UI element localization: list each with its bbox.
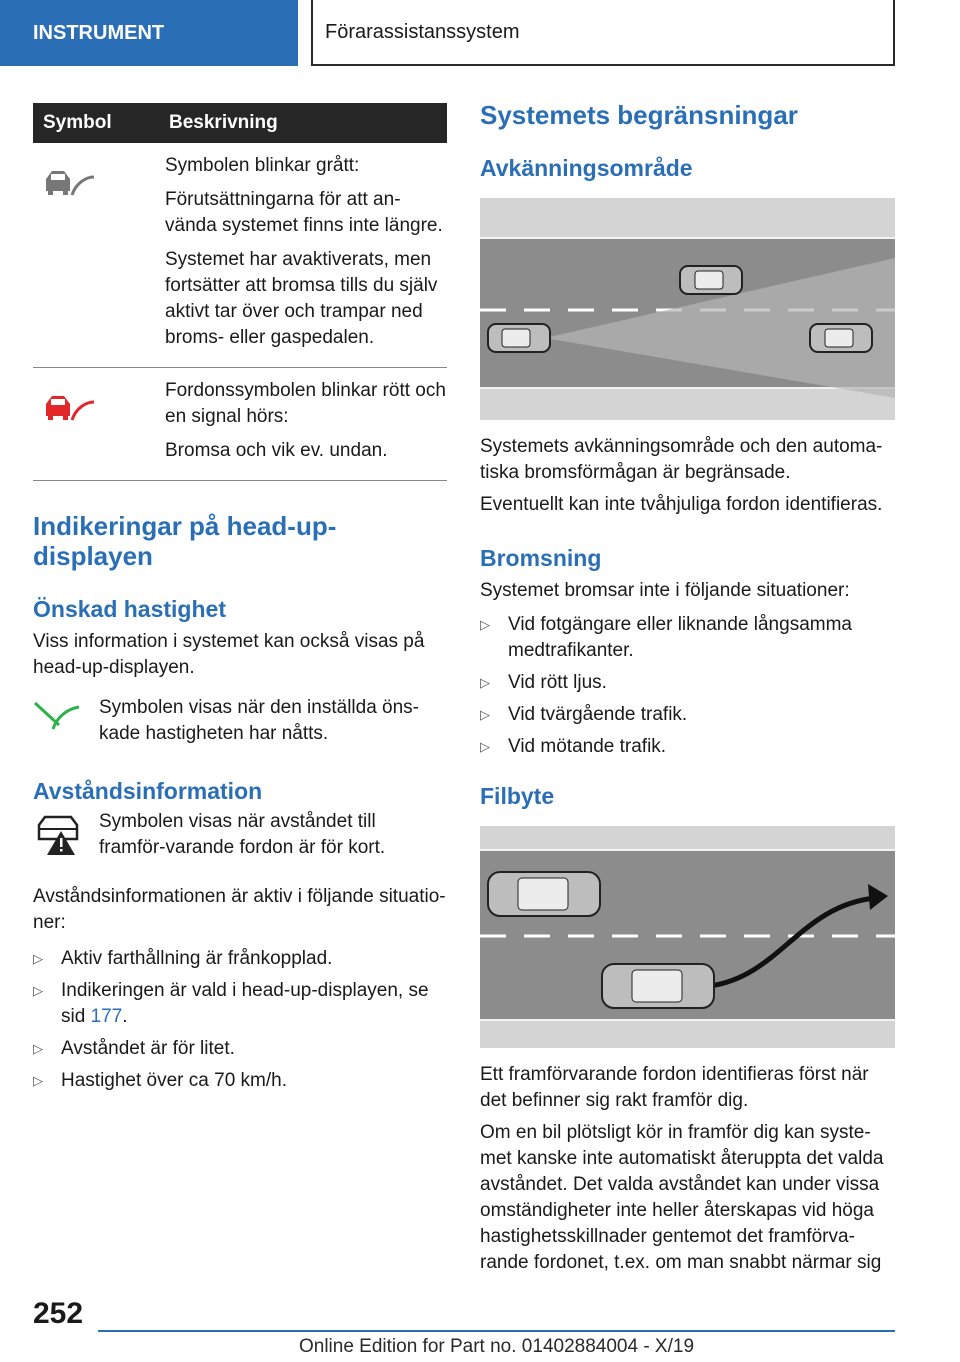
lane-change-text-1: Ett framförvarande fordon identifieras först när det befinner sig rakt framför dig. bbox=[480, 1064, 869, 1111]
right-column bbox=[480, 100, 895, 1276]
hud-section-title: Indikeringar på head-up-displayen bbox=[33, 511, 337, 571]
speed-icon-text: Symbolen visas när den inställda öns‐kade hastigheten har nåtts. bbox=[99, 697, 420, 744]
desired-speed-heading: Önskad hastighet bbox=[33, 596, 226, 622]
braking-heading: Bromsning bbox=[480, 545, 602, 571]
detection-range-diagram bbox=[480, 198, 895, 420]
triangle-bullet-icon: ▷ bbox=[33, 983, 43, 998]
car-icon bbox=[810, 324, 872, 352]
distance-info-heading: Avståndsinformation bbox=[33, 778, 263, 804]
list-item: ▷ Indikeringen är vald i head-up-displayen, se sid 177. bbox=[33, 980, 429, 1027]
braking-intro: Systemet bromsar inte i följande situationer: bbox=[480, 580, 850, 601]
car-icon bbox=[680, 266, 742, 294]
table-row-1-line-3: Systemet har avaktiverats, men fortsätter att bromsa tills du själv aktivt tar över och trampar ned broms- eller gaspedalen. bbox=[165, 249, 438, 348]
triangle-bullet-icon: ▷ bbox=[480, 675, 490, 690]
list-item: ▷ Vid mötande trafik. bbox=[480, 734, 895, 760]
lane-change-heading: Filbyte bbox=[480, 783, 555, 809]
table-row bbox=[33, 143, 447, 368]
distance-bullet-list bbox=[33, 946, 447, 1094]
list-item: ▷ Vid tvärgående trafik. bbox=[480, 702, 895, 728]
triangle-bullet-icon: ▷ bbox=[33, 1041, 43, 1056]
triangle-bullet-icon: ▷ bbox=[33, 1073, 43, 1088]
lane-change-text-2: Om en bil plötsligt kör in framför dig kan syste‐met kanske inte automatiskt återuppta det valda avståndet. Det valda avståndet kan under vissa omständigheter inte heller återskapas vid höga hastighetsskillnader gentemot det framförva‐rande fordonet, t.ex. om man snabbt närmar sig bbox=[480, 1122, 884, 1273]
vehicle-warning-red-icon bbox=[42, 390, 98, 426]
header-chapter-title: Förarassistanssystem bbox=[311, 0, 895, 66]
speed-reached-icon bbox=[33, 695, 83, 735]
distance-icon-row bbox=[33, 809, 447, 862]
distance-icon-text: Symbolen visas när avståndet till framför‐varande fordon är för kort. bbox=[99, 811, 386, 858]
triangle-bullet-icon: ▷ bbox=[480, 617, 490, 632]
triangle-bullet-icon: ▷ bbox=[33, 951, 43, 966]
list-item: ▷ Avståndet är för litet. bbox=[33, 1036, 447, 1062]
page-reference-link[interactable]: 177 bbox=[90, 1006, 123, 1027]
detection-text-1: Systemets avkänningsområde och den automa‐tiska bromsförmågan är begränsade. bbox=[480, 436, 883, 483]
table-row-1-line-1: Symbolen blinkar grått: bbox=[165, 155, 360, 176]
car-icon bbox=[488, 324, 550, 352]
car-icon bbox=[602, 964, 714, 1008]
triangle-bullet-icon: ▷ bbox=[480, 707, 490, 722]
page-number: 252 bbox=[33, 1297, 84, 1330]
desired-speed-intro: Viss information i systemet kan också visas på head-up-displayen. bbox=[33, 631, 425, 678]
vehicle-warning-gray-icon bbox=[42, 165, 98, 201]
detection-range-heading: Avkänningsområde bbox=[480, 155, 693, 181]
distance-active-text: Avståndsinformationen är aktiv i följande situatio‐ner: bbox=[33, 886, 446, 933]
car-icon bbox=[488, 872, 600, 916]
table-row-2-line-2: Bromsa och vik ev. undan. bbox=[165, 440, 388, 461]
detection-range-illustration bbox=[480, 198, 895, 420]
limits-section-title: Systemets begränsningar bbox=[480, 100, 798, 130]
lane-change-diagram bbox=[480, 826, 895, 1048]
header-section-tab: INSTRUMENT bbox=[0, 0, 298, 66]
distance-warning-icon bbox=[33, 809, 83, 857]
symbol-table bbox=[33, 103, 447, 481]
footer-edition: Online Edition for Part no. 01402884004 - X/19 bbox=[298, 1336, 695, 1357]
speed-icon-row bbox=[33, 695, 447, 747]
table-row-1-line-2: Förutsättningarna för att an‐vända systemet finns inte längre. bbox=[165, 189, 443, 236]
detection-text-2: Eventuellt kan inte tvåhjuliga fordon identifieras. bbox=[480, 494, 883, 515]
list-item: ▷ Hastighet över ca 70 km/h. bbox=[33, 1068, 447, 1094]
list-item: ▷ Vid rött ljus. bbox=[480, 670, 895, 696]
left-column bbox=[33, 103, 447, 1100]
table-header-symbol: Symbol bbox=[33, 103, 155, 143]
table-row bbox=[33, 368, 447, 481]
list-item: ▷ Aktiv farthållning är frånkopplad. bbox=[33, 946, 447, 972]
braking-bullet-list bbox=[480, 612, 895, 760]
list-item: ▷ Vid fotgängare eller liknande långsamma medtrafikanter. bbox=[480, 614, 852, 661]
triangle-bullet-icon: ▷ bbox=[480, 739, 490, 754]
table-header-description: Beskrivning bbox=[155, 103, 447, 143]
lane-change-illustration bbox=[480, 826, 895, 1048]
footer-divider bbox=[98, 1330, 895, 1332]
table-row-2-line-1: Fordonssymbolen blinkar rött och en signal hörs: bbox=[165, 380, 446, 427]
